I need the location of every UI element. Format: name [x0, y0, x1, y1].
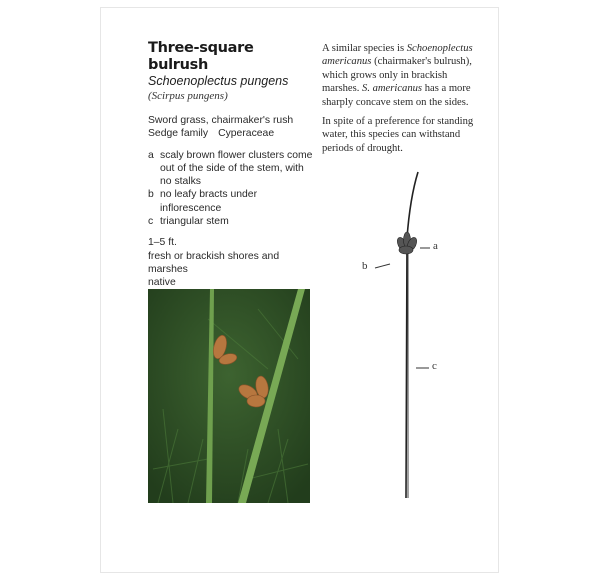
- label-b: b: [362, 260, 368, 272]
- label-c: c: [432, 360, 437, 372]
- description-paragraph-2: In spite of a preference for standing water, this species can withstand periods of drought.: [322, 116, 474, 154]
- bulrush-line-drawing: [340, 168, 470, 508]
- key-item-a: a scaly brown flower clusters come out of the side of the stem, with no stalks: [148, 149, 313, 188]
- species-common-name: Three-square bulrush: [148, 40, 254, 73]
- fact-height: 1–5 ft.: [148, 237, 177, 249]
- family-scientific: Cyperaceae: [218, 128, 275, 140]
- bulrush-photo-image: [148, 289, 310, 503]
- label-a: a: [433, 240, 438, 252]
- botanical-drawing: [340, 168, 470, 508]
- other-common-names: Sword grass, chairmaker's rush: [148, 115, 294, 126]
- species-info-column: [148, 40, 318, 329]
- species-scientific-name: Schoenoplectus pungens: [148, 74, 289, 88]
- description-paragraph-1: A similar species is Schoenoplectus americanus (chairmaker's bulrush), which grows only in brackish marshes. S. americanus has a more sharply concave stem on the sides.: [322, 43, 473, 108]
- fact-habitat: fresh or brackish shores and marshes: [148, 250, 280, 275]
- species-synonym: (Scirpus pungens): [148, 90, 228, 102]
- fact-origin: native: [148, 277, 176, 289]
- key-item-b: b no leafy bracts under inflorescence: [148, 189, 258, 214]
- family-line: [148, 127, 318, 140]
- species-photo: [148, 289, 310, 503]
- family-common: Sedge family: [148, 128, 209, 140]
- key-item-c: c triangular stem: [148, 216, 229, 228]
- identification-keys: [148, 149, 318, 229]
- description-column: [322, 42, 482, 161]
